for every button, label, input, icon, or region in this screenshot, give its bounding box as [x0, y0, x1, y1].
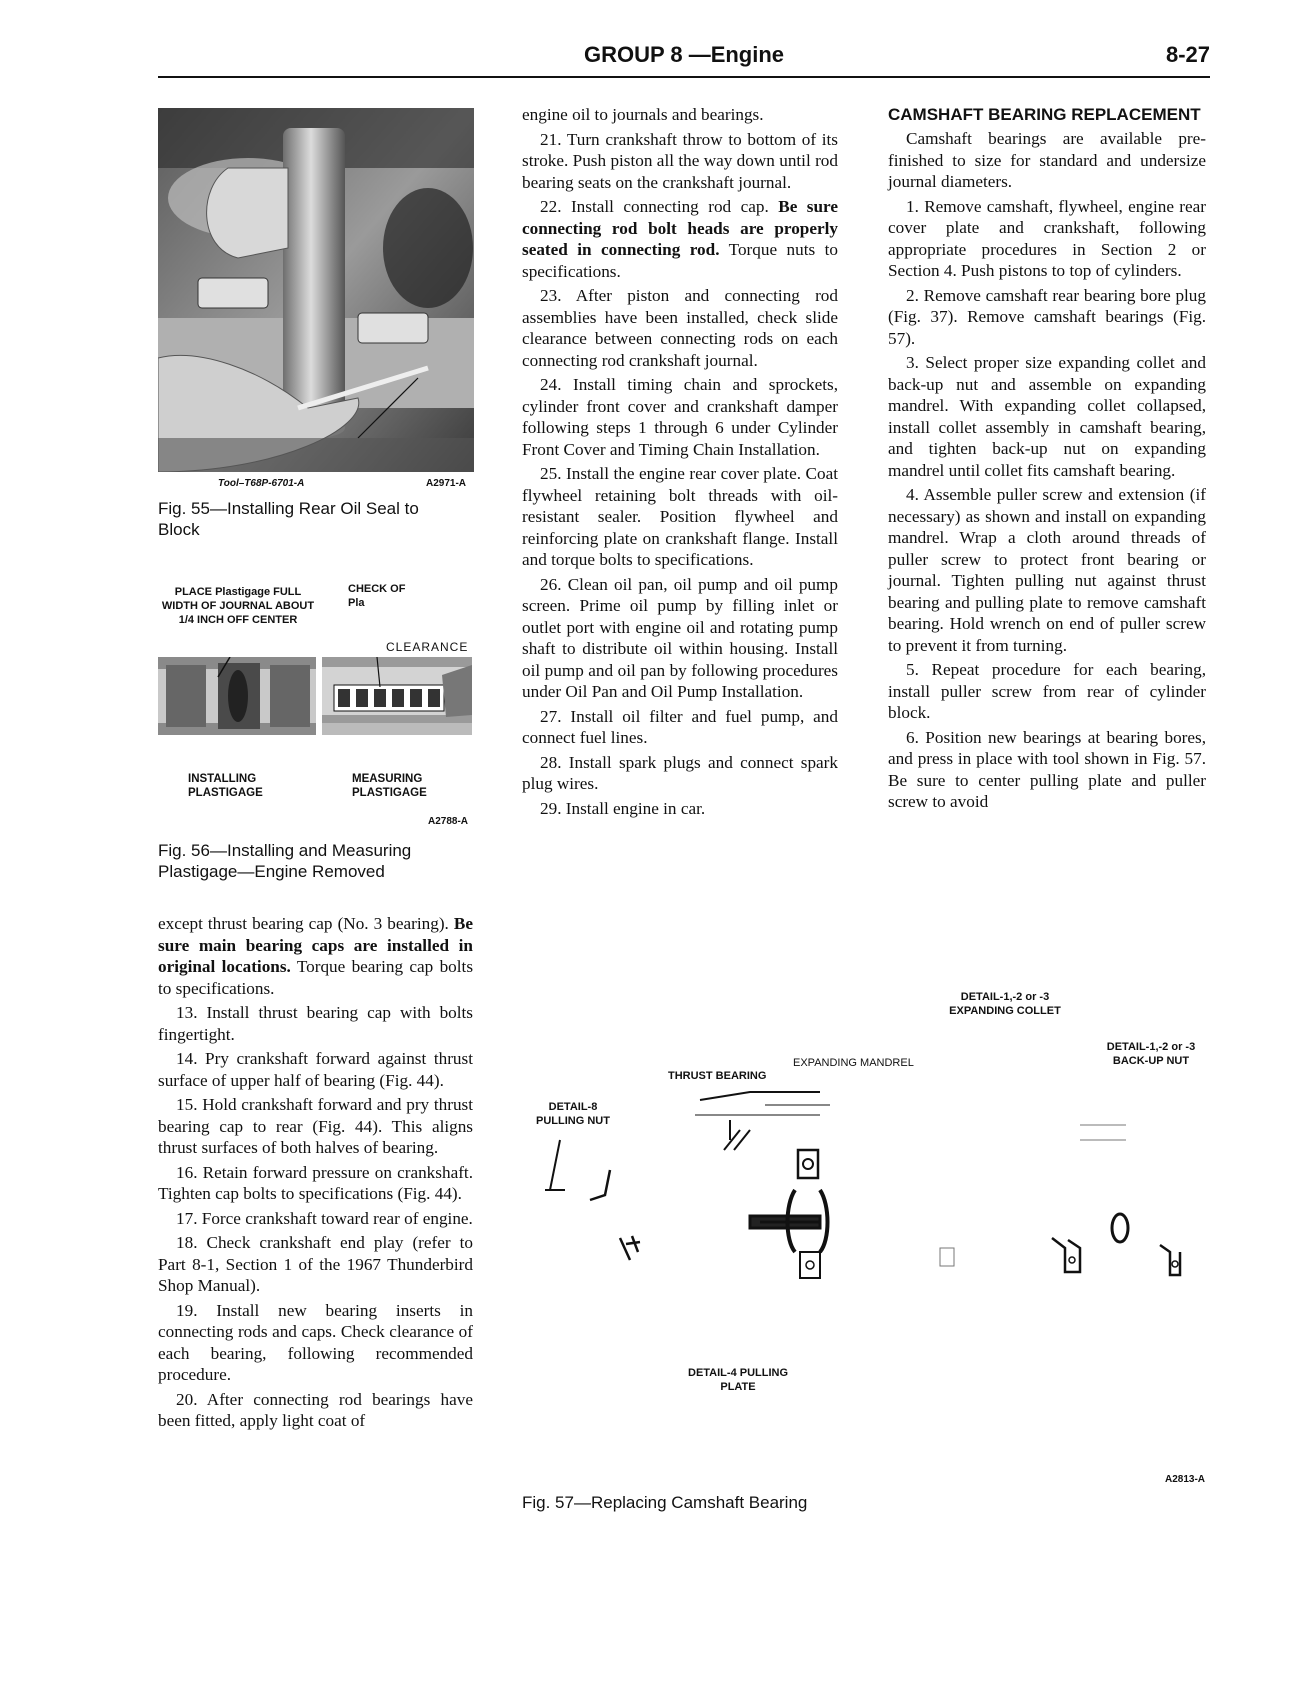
col2-step-21: 21. Turn crankshaft throw to bottom of its stroke. Push piston all the way down until rod bearing seats on the crankshaft journal. — [522, 129, 838, 192]
col2-step-26: 26. Clean oil pan, oil pump and oil pump screen. Prime oil pump by filling inlet or outlet port with engine oil and rotating pump shaft to distribute oil within housing. Install oil pump and oil pan by following procedures under Oil Pan and Oil Pump Installation. — [522, 574, 838, 701]
fig57-art-code: A2813-A — [1165, 1474, 1206, 1485]
fig56-label-measuring: MEASURING PLASTIGAGE — [352, 773, 427, 799]
fig57-label-pulling-nut: DETAIL-8 PULLING NUT — [536, 1101, 610, 1127]
fig56-label-installing: INSTALLING PLASTIGAGE — [188, 773, 263, 799]
col1-step-20: 20. After connecting rod bearings have been fitted, apply light coat of — [158, 1389, 473, 1430]
col1-para-cont: except thrust bearing cap (No. 3 bearing). Be sure main bearing caps are installed in original locations. Torque bearing cap bolts to specifications. — [158, 914, 474, 998]
fig55-tool-label: Tool–T68P-6701-A — [218, 478, 305, 489]
col3-step-2: 2. Remove camshaft rear bearing bore plug (Fig. 37). Remove camshaft bearings (Fig. 57). — [888, 285, 1206, 348]
col2-step-25: 25. Install the engine rear cover plate. Coat flywheel retaining bolt threads with oil-resistant sealer. Position flywheel and reinforcing plate on crankshaft flange. Install and torque bolts to specifications. — [522, 464, 838, 569]
page-title: GROUP 8 —Engine — [583, 42, 785, 67]
section-title: CAMSHAFT BEARING REPLACEMENT — [888, 105, 1201, 124]
col2-step-27: 27. Install oil filter and fuel pump, and connect fuel lines. — [522, 706, 838, 747]
fig55-caption: Fig. 55—Installing Rear Oil Seal to Block — [158, 499, 419, 539]
fig56-measuring-photo — [322, 657, 472, 735]
col3-step-6: 6. Position new bearings at bearing bores, and press in place with tool shown in Fig. 57. Be sure to center pulling plate and puller screw to avoid — [888, 727, 1206, 811]
col2-para-cont: engine oil to journals and bearings. — [522, 105, 764, 124]
col3-step-4: 4. Assemble puller screw and extension (if necessary) as shown and install on expanding mandrel. Wrap a cloth around threads of puller screw to protect front bearing or journal. Tighten pulling nut against thrust bearing and pulling plate to remove camshaft bearing. Hold wrench on end of puller screw to prevent it from turning. — [888, 485, 1206, 655]
col2-step-22: 22. Install connecting rod cap. Be sure connecting rod bolt heads are properly seated in connecting rod. Torque nuts to specifications. — [522, 197, 838, 281]
fig57-caption: Fig. 57—Replacing Camshaft Bearing — [522, 1493, 808, 1512]
fig56-label-place: PLACE Plastigage FULL WIDTH OF JOURNAL ABOUT 1/4 INCH OFF CENTER — [161, 586, 315, 626]
col1-step-18: 18. Check crankshaft end play (refer to Part 8-1, Section 1 of the 1967 Thunderbird Shop Manual). — [158, 1233, 473, 1295]
fig57-illustration — [520, 990, 1220, 1290]
col2-step-29: 29. Install engine in car. — [540, 798, 706, 818]
fig55-art-code: A2971-A — [426, 478, 467, 489]
fig57-label-thrust-bearing: THRUST BEARING — [668, 1070, 767, 1082]
col2-step-23: 23. After piston and connecting rod assemblies have been installed, check slide clearance between connecting rods on each connecting rod crankshaft journal. — [522, 286, 838, 370]
fig57-label-expanding-mandrel: EXPANDING MANDREL — [793, 1057, 914, 1069]
col1-step-15: 15. Hold crankshaft forward and pry thrust bearing cap to rear (Fig. 44). This aligns thrust surfaces of both halves of bearing. — [158, 1095, 473, 1157]
col1-step-17: 17. Force crankshaft toward rear of engine. — [176, 1208, 473, 1228]
fig56-art-code: A2788-A — [428, 816, 469, 827]
text-column-1 — [158, 913, 473, 1435]
fig55-photo — [158, 108, 474, 472]
col3-step-3: 3. Select proper size expanding collet and back-up nut and assemble on expanding mandrel. With expanding collet collapsed, install collet assembly in camshaft bearing, and tighten back-up nut on expanding mandrel until collet fits camshaft bearing. — [888, 353, 1206, 480]
col1-step-13: 13. Install thrust bearing cap with bolts fingertight. — [158, 1003, 473, 1044]
col2-step-24: 24. Install timing chain and sprockets, cylinder front cover and crankshaft damper following steps 1 through 6 under Cylinder Front Cover and Timing Chain Installation. — [522, 375, 838, 459]
col3-step-1: 1. Remove camshaft, flywheel, engine rear cover plate and crankshaft, following appropriate procedures in Section 2 or Section 4. Push pistons to top of cylinders. — [888, 196, 1206, 280]
fig56-installing-photo — [158, 657, 316, 735]
col3-step-5: 5. Repeat procedure for each bearing, install puller screw from rear of cylinder block. — [888, 660, 1206, 722]
col1-step-19: 19. Install new bearing inserts in connecting rods and caps. Check clearance of each bearing, following recommended procedure. — [158, 1300, 473, 1384]
fig56-caption: Fig. 56—Installing and Measuring Plastigage—Engine Removed — [158, 841, 412, 881]
col1-step-16: 16. Retain forward pressure on crankshaft. Tighten cap bolts to specifications (Fig. 44). — [158, 1162, 473, 1203]
text-column-2 — [522, 104, 838, 822]
page-header — [158, 40, 1210, 78]
fig57-label-backup-nut: DETAIL-1,-2 or -3 BACK-UP NUT — [1106, 1041, 1196, 1067]
fig56-label-clearance: CLEARANCE — [386, 640, 469, 654]
col1-step-14: 14. Pry crankshaft forward against thrust surface of upper half of bearing (Fig. 44). — [158, 1049, 473, 1090]
page-number: 8-27 — [1165, 42, 1210, 67]
text-column-3 — [888, 104, 1206, 816]
fig57-label-pulling-plate: DETAIL-4 PULLING PLATE — [688, 1367, 789, 1393]
col2-step-28: 28. Install spark plugs and connect spark plug wires. — [522, 752, 838, 793]
col3-intro: Camshaft bearings are available pre-finished to size for standard and undersize journal diameters. — [888, 129, 1206, 191]
fig56-label-check: CHECK OF Pla — [348, 583, 406, 609]
fig57-label-expanding-collet: DETAIL-1,-2 or -3 EXPANDING COLLET — [949, 991, 1061, 1017]
